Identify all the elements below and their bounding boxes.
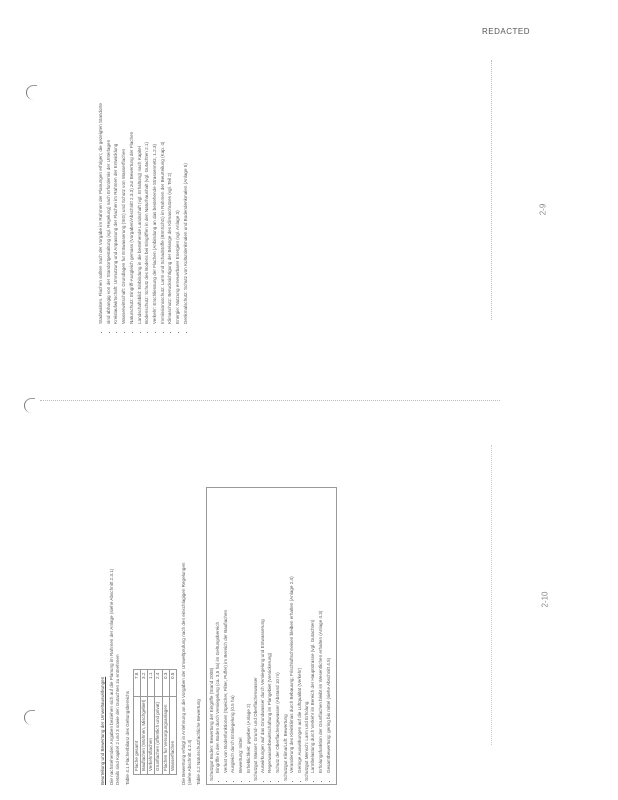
page-number-top: 2-9 bbox=[538, 203, 548, 216]
list-item: • Geringe Auswirkungen auf die Luftqualitat (Verkehr) bbox=[297, 491, 303, 773]
table-cell-value: 3.2 bbox=[141, 669, 148, 696]
margin-rule-top bbox=[491, 60, 492, 320]
list-item: • Immissionsschutz: Larm und Schadstoffe (BImSchG) im Rahmen der Beurteilung (Kap. 4) bbox=[160, 62, 166, 324]
list-item: • Verkehr: Erschliessung der Flachen (Anbindung an das bestehende Strassennetz, 1.2.3) bbox=[152, 62, 158, 324]
list-item: • Auswirkungen auf das Grundwasser durch Versiegelung und Entwasserung bbox=[260, 491, 266, 773]
list-item: • Bewertung: mittel bbox=[238, 491, 244, 773]
intro-line-1: Die nachstehenden Angaben beziehen sich auf die Planung im Rahmen der Anlage (siehe Abschnitt 2.3.1) bbox=[109, 568, 115, 785]
intro-line-2: Details sind Kapitel 2 und 3 sowie den Gutachten zu entnehmen bbox=[115, 654, 121, 785]
list-item: • Gesamtbewertung: gering bis mittel (siehe Abschnitt 4.5) bbox=[326, 491, 332, 773]
box2-title: Schutzgut Wasser: Grund- und Oberflachenwasser bbox=[253, 677, 259, 781]
list-item: • Verlust von Bodenfunktionen (Speicher, Filter, Puffer) im Bereich der Bauflachen bbox=[223, 491, 229, 773]
table-row bbox=[155, 669, 162, 774]
list-item: • Klimaschutz: Berucksichtigung der Belange des Klimaschutzes (vgl. Teil 2) bbox=[167, 62, 173, 324]
list-item: • Erheblichkeit: gegeben (Anlage 2) bbox=[246, 491, 252, 773]
box3-list bbox=[289, 491, 303, 781]
list-item: • Ausgleich durch Entsiegelung (0.5 ha) bbox=[230, 491, 236, 773]
table-cell-label: Flachen fur Versorgungsanlagen bbox=[162, 696, 169, 774]
table-row bbox=[162, 669, 169, 774]
punch-hole-top bbox=[26, 85, 37, 100]
table1-caption: Table 4.1 Flachenbilanz des Geltungsbereichs bbox=[124, 691, 130, 785]
box2-list bbox=[260, 491, 282, 781]
list-item: • Schutz der Oberflachengewasser (Abstand 10 m) bbox=[275, 491, 281, 773]
punch-hole-middle bbox=[24, 398, 35, 413]
box3-title: Schutzgut Klima/Luft: Bewertung bbox=[282, 714, 288, 781]
list-item: • Stadtwalsen. Flachen sollten nach der Vorgabe im Rahmen der Planungen erfolgen; die gezeigten Standorte bbox=[98, 62, 104, 324]
area-table bbox=[133, 669, 177, 775]
box1-title: Schutzgut Boden: Bewertung der Eingriffe (Stand 2008) bbox=[208, 667, 214, 781]
list-item: • sind abhangig von der Standortgestaltung (vgl. Regelung) nach Erfordernis der Unterlagen bbox=[106, 62, 112, 324]
list-item: • Energie: Nutzung erneuerbarer Energien (vgl. Anlage 3) bbox=[175, 62, 181, 324]
top-page-list bbox=[98, 62, 189, 332]
list-item: • Regenwasserbewirtschaftung im Plangebiet (Versickerung) bbox=[267, 491, 273, 773]
list-item: • Kreislaufwirtschaft: Umnutzung und Anpassung der Flachen im Rahmen der Entwicklung bbox=[113, 62, 119, 324]
table-row bbox=[148, 669, 155, 774]
list-item: • Denkmalschutz: Schutz von Kulturdenkmalen und Bodendenkmalen (Anlage 5) bbox=[183, 62, 189, 324]
top-page-content bbox=[98, 62, 190, 332]
table-cell-value: 2.4 bbox=[155, 669, 162, 696]
box1-list bbox=[215, 491, 252, 781]
page-divider bbox=[40, 400, 500, 401]
table-cell-label: Wasserflachen bbox=[169, 696, 176, 774]
table2-caption: Table 4.2 Naturschutzfachliche Bewertung bbox=[196, 699, 202, 785]
table-row bbox=[133, 669, 140, 774]
list-item: • Erholungsfunktion der Grunflachen bleibt im Wesentlichen erhalten (Anlage 4.3) bbox=[318, 491, 324, 773]
punch-hole-bottom bbox=[24, 710, 35, 725]
table-cell-label: Verkehrsflachen bbox=[148, 696, 155, 774]
list-item: • Landschaftsbild: Einbindung in die bestehende Landschaft (vgl. Erhaltung) nach Kapitel bbox=[137, 62, 143, 324]
list-item: • Eingriffe in den Boden durch Versiegelung (ca. 3,5 ha) im Geltungsbereich bbox=[215, 491, 221, 773]
table-cell-value: 0.8 bbox=[169, 669, 176, 696]
bottom-page-content bbox=[100, 465, 341, 785]
page-number-bottom: 2-10 bbox=[540, 591, 550, 608]
table-row bbox=[169, 669, 176, 774]
table-cell-value: 7.8 bbox=[133, 669, 140, 696]
paragraph-2-line-1: Die Bewertung erfolgt in Anlehnung an die Vorgaben der Umweltprufung nach den einschlagigen Regelungen bbox=[181, 562, 187, 785]
table-cell-value: 1.1 bbox=[148, 669, 155, 696]
box4-list bbox=[310, 491, 332, 781]
table-cell-label: Bauflachen (Wohnen, Mischgebiet) bbox=[141, 696, 148, 774]
intro-paragraph bbox=[109, 465, 121, 785]
section-heading: Beurteilung und Bewertung der Umweltauswirkungen bbox=[100, 676, 105, 785]
list-item: • Wasserwirtschaft: Grundlagen fur Entwasserung (SIG) und Schutz von Wasserflachen bbox=[121, 62, 127, 324]
list-item: • Veranderung des Kleinklimas durch Bebauung; Frischluftschneisen bleiben erhalten (Anlage 2.4) bbox=[289, 491, 295, 773]
assessment-box bbox=[206, 487, 337, 785]
box4-title: Schutzgut Mensch: Larm und Erholung bbox=[304, 701, 310, 781]
list-item: • Naturschutz: Eingriff-Ausgleich gemass (Vorgaben/Abschnitt 2.3.3) zur Bewertung der Flachen bbox=[129, 62, 135, 324]
list-item: • Bodenschutz: Schutz des Bodens bei Eingriffen in den Naturhaushalt (vgl. Gutachten 2.1) bbox=[144, 62, 150, 324]
table-cell-value: 0.3 bbox=[162, 669, 169, 696]
paragraph-2 bbox=[181, 465, 193, 785]
table-cell-label: Grunflachen (offentlich und privat) bbox=[155, 696, 162, 774]
table-row bbox=[141, 669, 148, 774]
table-cell-label: Flache gesamt bbox=[133, 696, 140, 774]
paragraph-2-line-2: (siehe Abschnitt 4.2.4) bbox=[187, 739, 193, 785]
document-id: REDACTED bbox=[482, 27, 531, 36]
list-item: • Larmbelastung durch Verkehr im Bereich der Hauptstrasse (vgl. Gutachten) bbox=[310, 491, 316, 773]
margin-rule-bottom bbox=[491, 445, 492, 745]
